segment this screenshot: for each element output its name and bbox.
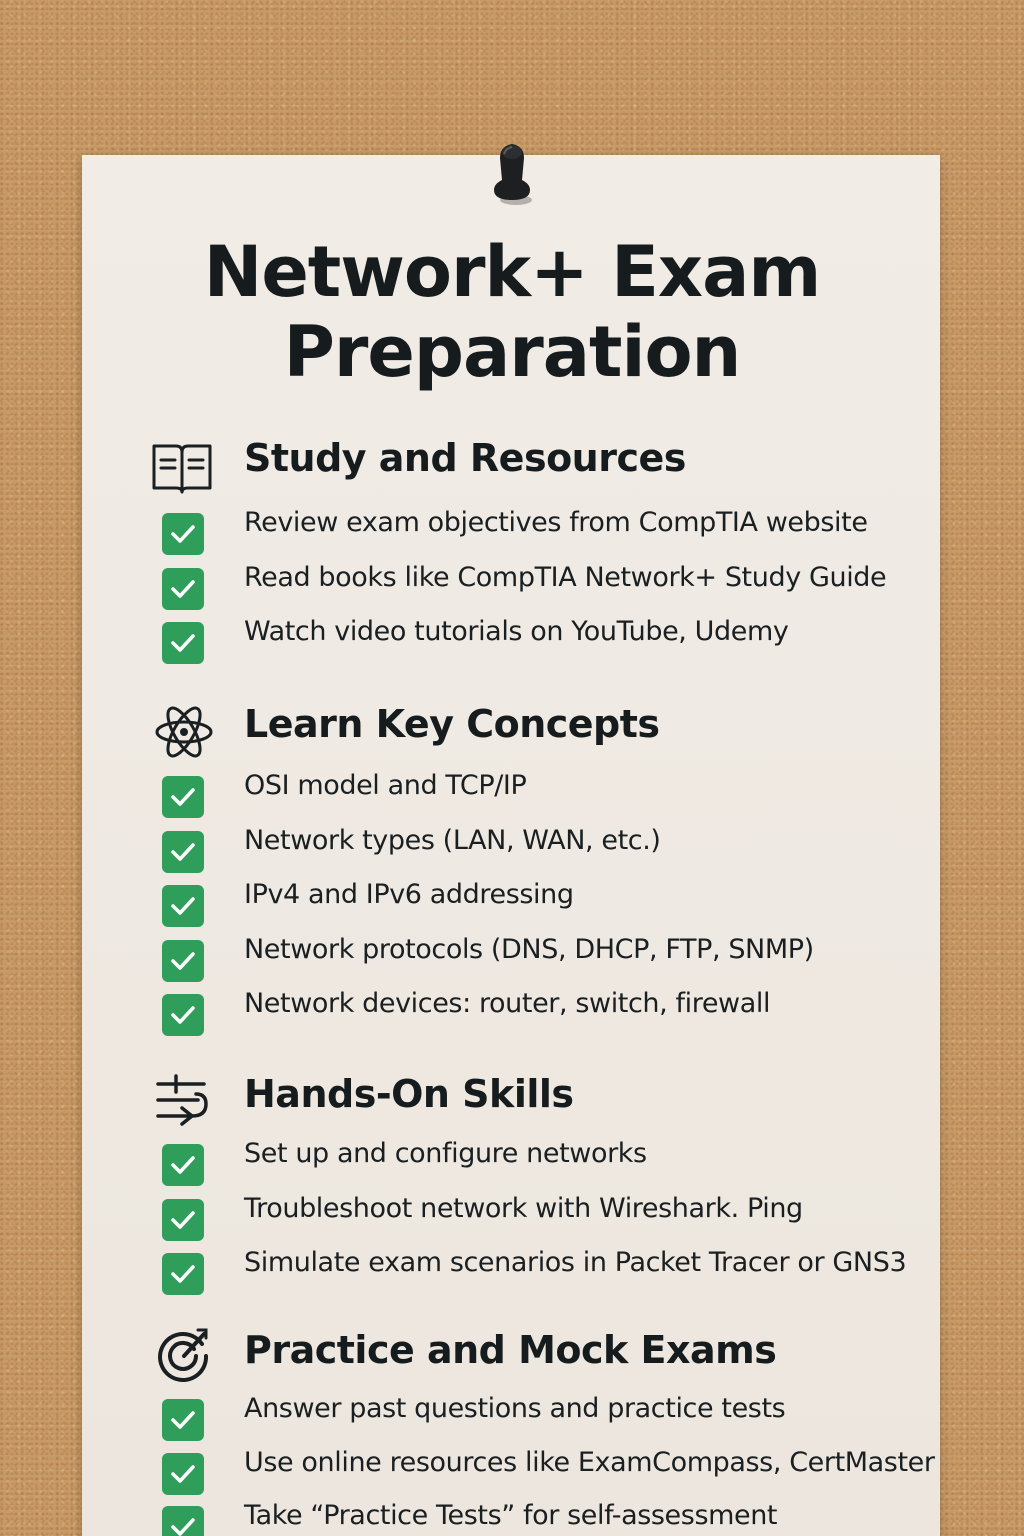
list-item-text: Simulate exam scenarios in Packet Tracer or GNS3 [244, 1247, 907, 1278]
list-item-text: OSI model and TCP/IP [244, 770, 527, 801]
checkbox-checked-icon [162, 568, 204, 610]
list-item [162, 1393, 962, 1441]
title-line-2: Preparation [283, 311, 741, 393]
list-item-text: Network devices: router, switch, firewall [244, 988, 771, 1019]
list-item [162, 1447, 962, 1495]
list-item-text: Set up and configure networks [244, 1138, 647, 1169]
list-item [162, 934, 962, 982]
push-pin-icon [486, 140, 538, 206]
list-item [162, 825, 962, 873]
tools-icon [152, 1070, 216, 1134]
list-item-text: Watch video tutorials on YouTube, Udemy [244, 616, 789, 647]
list-item-text: Troubleshoot network with Wireshark. Ping [244, 1193, 803, 1224]
list-item-text: Answer past questions and practice tests [244, 1393, 786, 1424]
checkbox-checked-icon [162, 1253, 204, 1295]
checkbox-checked-icon [162, 1453, 204, 1495]
list-item-text: IPv4 and IPv6 addressing [244, 879, 574, 910]
atom-icon [152, 700, 216, 764]
section-heading-key-concepts: Learn Key Concepts [244, 702, 660, 746]
list-item-text: Use online resources like ExamCompass, CertMaster [244, 1447, 935, 1478]
list-item [162, 879, 962, 927]
list-item [162, 770, 962, 818]
page-title [0, 232, 1024, 392]
book-icon [150, 436, 214, 500]
section-heading-study-resources: Study and Resources [244, 436, 686, 480]
target-icon [152, 1324, 216, 1388]
list-item [162, 507, 962, 555]
list-item-text: Take “Practice Tests” for self-assessment [244, 1500, 778, 1531]
checkbox-checked-icon [162, 1199, 204, 1241]
checkbox-checked-icon [162, 994, 204, 1036]
list-item [162, 1193, 962, 1241]
list-item [162, 1500, 962, 1536]
list-item [162, 1247, 962, 1295]
list-item [162, 1138, 962, 1186]
checkbox-checked-icon [162, 831, 204, 873]
list-item-text: Network types (LAN, WAN, etc.) [244, 825, 661, 856]
checkbox-checked-icon [162, 776, 204, 818]
list-item [162, 988, 962, 1036]
list-item-text: Read books like CompTIA Network+ Study Guide [244, 562, 887, 593]
list-item [162, 616, 962, 664]
checkbox-checked-icon [162, 1506, 204, 1536]
title-line-1: Network+ Exam [203, 231, 821, 313]
checkbox-checked-icon [162, 513, 204, 555]
section-heading-practice-exams: Practice and Mock Exams [244, 1328, 777, 1372]
checkbox-checked-icon [162, 1144, 204, 1186]
checkbox-checked-icon [162, 940, 204, 982]
checkbox-checked-icon [162, 885, 204, 927]
section-heading-hands-on: Hands-On Skills [244, 1072, 574, 1116]
checkbox-checked-icon [162, 622, 204, 664]
checkbox-checked-icon [162, 1399, 204, 1441]
list-item-text: Network protocols (DNS, DHCP, FTP, SNMP) [244, 934, 814, 965]
list-item [162, 562, 962, 610]
list-item-text: Review exam objectives from CompTIA website [244, 507, 868, 538]
